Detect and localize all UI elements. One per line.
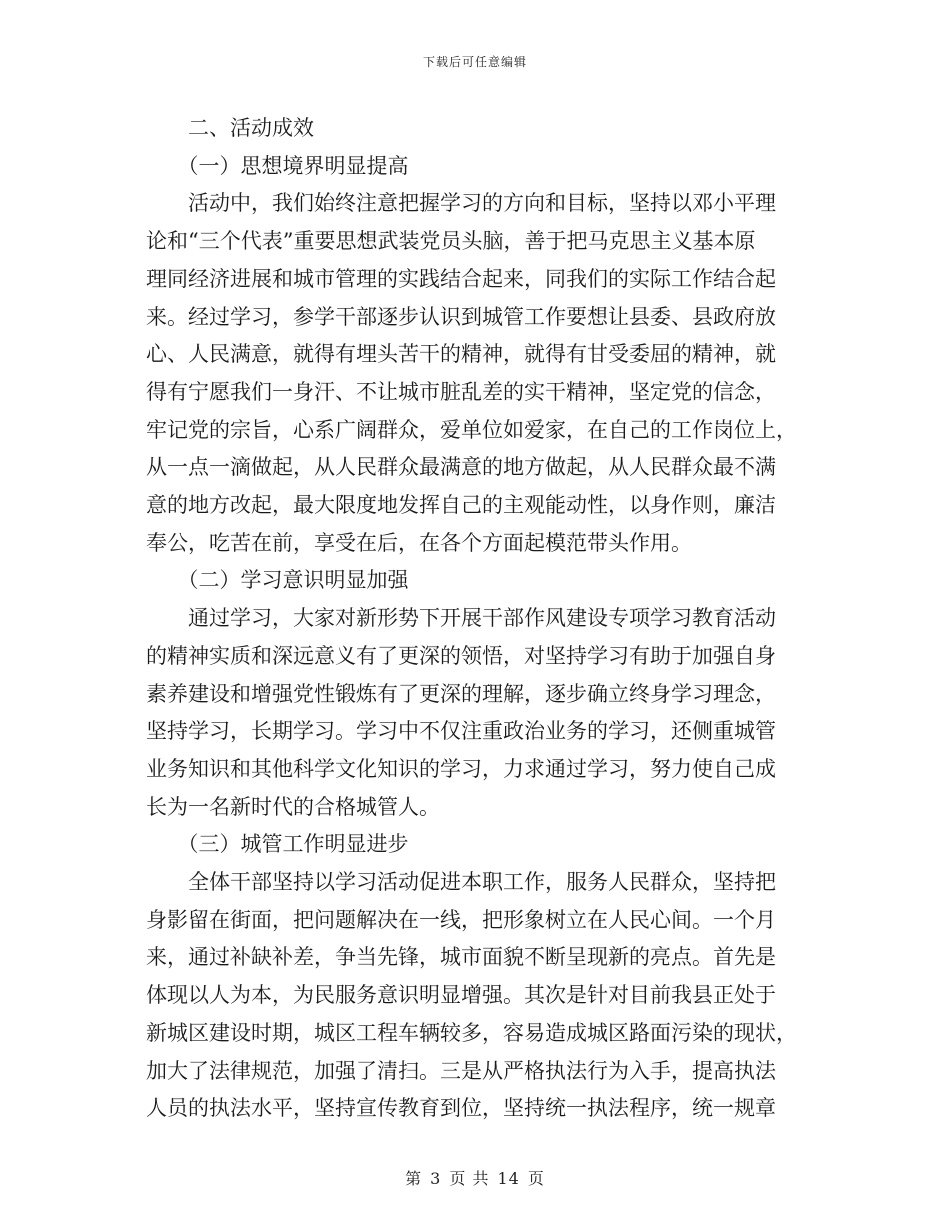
document-body [146,110,811,1128]
text-line: 来，通过补缺补差，争当先锋，城市面貌不断呈现新的亮点。首先是 [146,945,776,970]
text-line: 素养建设和增强党性锻炼有了更深的理解，逐步确立终身学习理念， [146,681,776,706]
text-line: 来。经过学习，参学干部逐步认识到城管工作要想让县委、县政府放 [146,304,776,329]
text-line: 牢记党的宗旨，心系广阔群众，爱单位如爱家，在自己的工作岗位上， [146,417,797,442]
text-line: 加大了法律规范，加强了清扫。三是从严格执法行为入手，提高执法 [146,1058,776,1083]
subsection-heading: （一）思想境界明显提高 [146,153,409,178]
total-pages: 14 [497,1169,520,1188]
text-line: 得有宁愿我们一身汗、不让城市脏乱差的实干精神，坚定党的信念， [146,379,776,404]
text-line: 奉公，吃苦在前，享受在后，在各个方面起模范带头作用。 [146,530,692,555]
section-heading: 二、活动成效 [146,116,314,140]
text-line: 体现以人为本，为民服务意识明显增强。其次是针对目前我县正处于 [146,983,776,1008]
footer-prefix: 第 [405,1169,423,1188]
page-header: 下载后可任意编辑 [422,55,527,69]
text-line: 的精神实质和深远意义有了更深的领悟，对坚持学习有助于加强自身 [146,643,776,668]
footer-middle: 页 共 [449,1169,490,1188]
text-line: 意的地方改起，最大限度地发挥自己的主观能动性，以身作则，廉洁 [146,493,776,518]
text-line: 理同经济进展和城市管理的实践结合起来，同我们的实际工作结合起 [146,266,776,291]
text-line: 新城区建设时期，城区工程车辆较多，容易造成城区路面污染的现状， [146,1020,797,1045]
text-line: 通过学习，大家对新形势下开展干部作风建设专项学习教育活动 [146,606,776,631]
page-number: 3 [430,1169,442,1188]
text-line: 坚持学习，长期学习。学习中不仅注重政治业务的学习，还侧重城管 [146,719,776,744]
text-line: 活动中，我们始终注意把握学习的方向和目标，坚持以邓小平理 [146,191,776,216]
text-line: 长为一名新时代的合格城管人。 [146,794,440,819]
text-line: 从一点一滴做起，从人民群众最满意的地方做起，从人民群众最不满 [146,455,776,480]
text-line: 人员的执法水平，坚持宣传教育到位，坚持统一执法程序，统一规章 [146,1096,776,1121]
text-line: 论和“三个代表”重要思想武装党员头脑，善于把马克思主义基本原 [146,229,756,254]
text-line: 心、人民满意，就得有埋头苦干的精神，就得有甘受委屈的精神，就 [146,342,776,367]
text-line: 全体干部坚持以学习活动促进本职工作，服务人民群众，坚持把 [146,870,776,895]
text-line: 业务知识和其他科学文化知识的学习，力求通过学习，努力使自己成 [146,756,776,781]
subsection-heading: （二）学习意识明显加强 [146,568,409,593]
page-footer [0,1166,950,1189]
text-line: 身影留在街面，把问题解决在一线，把形象树立在人民心间。一个月 [146,907,776,932]
footer-suffix: 页 [527,1169,545,1188]
subsection-heading: （三）城管工作明显进步 [146,832,409,857]
